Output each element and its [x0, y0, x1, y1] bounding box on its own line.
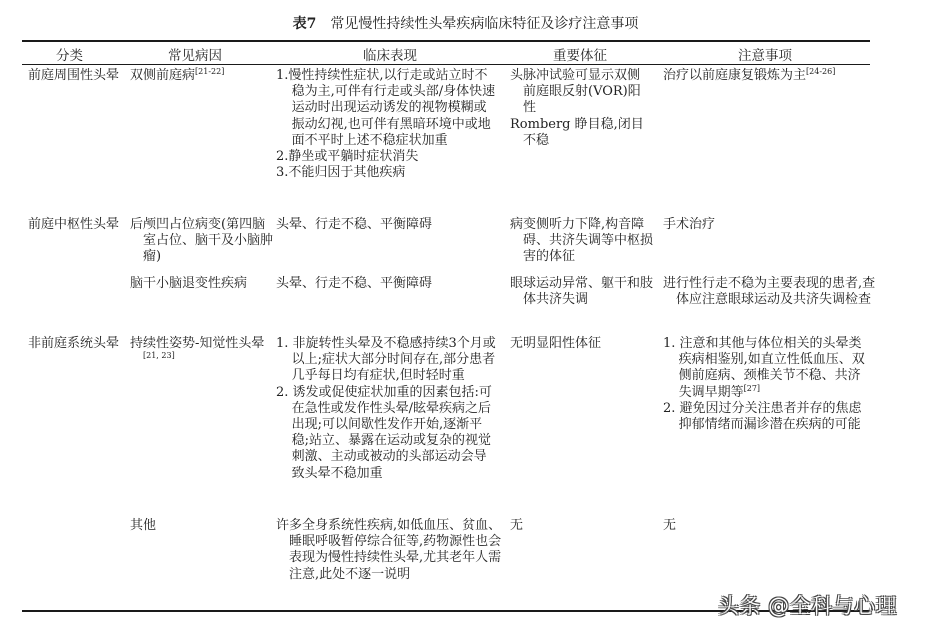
- header-clinical: 临床表现: [363, 48, 417, 64]
- table-header-rule: [22, 64, 870, 65]
- citation: [21, 23]: [143, 351, 175, 361]
- table-top-rule: [22, 40, 870, 42]
- clinical-item: 2. 诱发或促使症状加重的因素包括:可在急性或发作性头晕/眩晕疾病之后出现;可以间歇性发作开始,逐渐平稳;站立、暴露在运动或复杂的视觉刺激、主动或被动的头部运动会导致头晕不稳加重: [276, 384, 492, 481]
- cell-category: 非前庭系统头晕: [28, 336, 120, 351]
- cell-cause: [130, 336, 278, 368]
- notes-text: 1. 注意和其他与体位相关的头晕类疾病相鉴别,如直立性低血压、双侧前庭病、颈椎关节不稳、共济失调早期等: [663, 336, 865, 400]
- cell-clinical: [276, 68, 498, 181]
- cell-cause: [130, 68, 270, 84]
- citation: [24-26]: [806, 67, 836, 76]
- watermark: 头条 @全科与心理: [718, 594, 898, 618]
- clinical-item: 3.不能归因于其他疾病: [276, 165, 406, 181]
- cell-signs: 无: [510, 518, 524, 533]
- table-title: 常见慢性持续性头晕疾病临床特征及诊疗注意事项: [330, 16, 639, 32]
- sign-item: Romberg 睁目稳,闭目不稳: [510, 116, 644, 148]
- sign-item: 头脉冲试验可显示双侧前庭眼反射(VOR)阳性: [510, 68, 641, 116]
- header-signs: 重要体征: [553, 48, 607, 64]
- clinical-item: 1.慢性持续性症状,以行走或站立时不稳为主,可伴有行走或头部/身体快速运动时出现运动诱发的视物模糊或振动幻视,也可伴有黑暗环境中或地面不平时上述不稳症状加重: [276, 68, 496, 148]
- cell-cause: 其他: [130, 518, 157, 533]
- header-notes: 注意事项: [738, 48, 792, 64]
- notes-text: 治疗以前庭康复锻炼为主: [663, 68, 807, 83]
- table-label: 表7: [292, 16, 317, 32]
- cell-signs: [510, 68, 650, 149]
- cause-text: 持续性姿势-知觉性头晕: [130, 336, 265, 351]
- cell-clinical: 许多全身系统性疾病,如低血压、贫血、睡眠呼吸暂停综合征等,药物源性也会表现为慢性持续性头晕,尤其老年人需注意,此处不逐一说明: [276, 518, 502, 582]
- cell-cause: 后颅凹占位病变(第四脑室占位、脑干及小脑肿瘤): [130, 217, 274, 265]
- notes-item: [663, 336, 868, 401]
- table-caption: [0, 13, 931, 33]
- cell-notes: [663, 336, 868, 433]
- cell-category: 前庭周围性头晕: [28, 68, 120, 83]
- cell-category: 前庭中枢性头晕: [28, 217, 120, 232]
- cell-signs: 病变侧听力下降,构音障碍、共济失调等中枢损害的体征: [510, 217, 654, 265]
- cell-signs: 无明显阳性体征: [510, 336, 602, 351]
- citation: [27]: [743, 383, 761, 393]
- cell-notes: 手术治疗: [663, 217, 716, 232]
- cell-cause: 脑干小脑退变性疾病: [130, 276, 248, 291]
- cause-text: 双侧前庭病: [130, 68, 196, 83]
- cell-clinical: [276, 336, 498, 482]
- cell-clinical: 头晕、行走不稳、平衡障碍: [276, 276, 433, 291]
- header-category: 分类: [56, 48, 83, 64]
- cell-notes: 进行性行走不稳为主要表现的患者,查体应注意眼球运动及共济失调检查: [663, 276, 876, 308]
- header-cause: 常见病因: [168, 48, 222, 64]
- clinical-item: 1. 非旋转性头晕及不稳感持续3个月或以上;症状大部分时间存在,部分患者几乎每日均有症状,但时轻时重: [276, 336, 496, 384]
- citation: [21-22]: [195, 67, 225, 76]
- cell-signs: 眼球运动异常、躯干和肢体共济失调: [510, 276, 654, 308]
- cell-notes: [663, 68, 873, 84]
- cell-notes: 无: [663, 518, 677, 533]
- clinical-item: 2.静坐或平躺时症状消失: [276, 149, 419, 165]
- cell-clinical: 头晕、行走不稳、平衡障碍: [276, 217, 433, 232]
- notes-item: 2. 避免因过分关注患者并存的焦虑抑郁情绪而漏诊潜在疾病的可能: [663, 400, 862, 433]
